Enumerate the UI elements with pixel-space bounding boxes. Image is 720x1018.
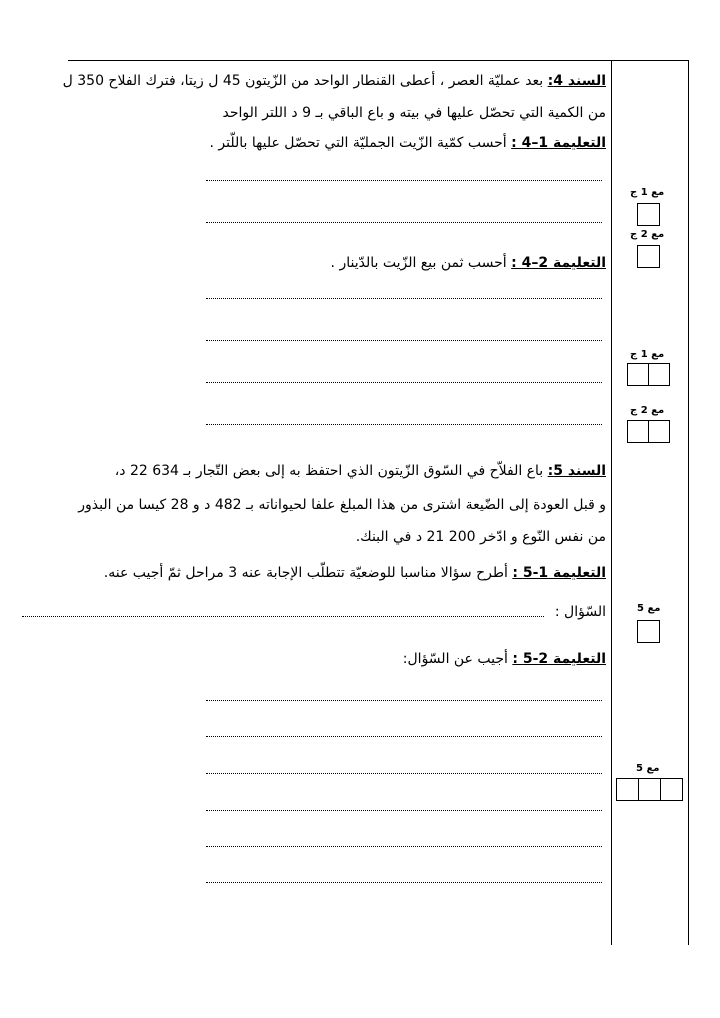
sanad5-text1: باع الفلاّح في السّوق الزّيتون الذي احتفظ به إلى بعض التّجار بـ 634 22 د، xyxy=(114,463,544,479)
task-5-1-label: التعليمة 1-5 : xyxy=(512,565,606,581)
task-4-2 xyxy=(331,254,606,272)
answer-line[interactable] xyxy=(206,372,602,383)
answer-line[interactable] xyxy=(206,288,602,299)
sanad4-text1: بعد عمليّة العصر ، أعطى القنطار الواحد من الزّيتون 45 ل زيتا، فترك الفلاح 350 ل xyxy=(62,73,544,89)
answer-line[interactable] xyxy=(206,690,602,701)
answer-line[interactable] xyxy=(206,414,602,425)
grade-box-pair[interactable] xyxy=(628,363,670,386)
criterion-label-m5: مع 5 xyxy=(637,603,661,614)
answer-line[interactable] xyxy=(206,763,602,774)
grade-cell[interactable] xyxy=(616,778,639,801)
answer-line[interactable] xyxy=(206,872,602,883)
answer-line[interactable] xyxy=(206,170,602,181)
criterion-label-c1: مع 1 ج xyxy=(630,349,665,360)
sanad5-line2: و قبل العودة إلى الضّيعة اشترى من هذا المبلغ علفا لحيواناته بـ 482 د و 28 كيسا من البذور xyxy=(78,497,606,513)
task-5-2-label: التعليمة 2-5 : xyxy=(512,651,606,667)
task-5-2 xyxy=(403,650,606,668)
criterion-label-c1: مع 1 ج xyxy=(630,187,665,198)
sanad4-heading: السند 4: xyxy=(547,73,606,89)
frame-right-border xyxy=(688,60,689,945)
task-4-1-text: أحسب كمّية الزّيت الجمليّة التي تحصّل عليها باللّتر . xyxy=(209,135,507,151)
answer-line[interactable] xyxy=(206,726,602,737)
margin-divider-line xyxy=(611,60,612,945)
criterion-label-c2: مع 2 ج xyxy=(630,229,665,240)
grade-box-pair[interactable] xyxy=(628,420,670,443)
task-4-1-label: التعليمة 1–4 : xyxy=(511,135,606,151)
grade-box[interactable] xyxy=(637,620,660,643)
sanad4-line2: من الكمية التي تحصّل عليها في بيته و باع الباقي بـ 9 د اللتر الواحد xyxy=(222,105,606,121)
grade-cell[interactable] xyxy=(648,420,670,443)
grade-box[interactable] xyxy=(637,203,660,226)
criterion-label-m5: مع 5 xyxy=(636,763,660,774)
task-5-2-text: أجيب عن السّؤال: xyxy=(402,651,508,667)
task-5-1 xyxy=(104,564,606,582)
sanad5-line1 xyxy=(115,462,606,480)
grade-cell[interactable] xyxy=(648,363,670,386)
grade-cell[interactable] xyxy=(660,778,683,801)
answer-line[interactable] xyxy=(206,212,602,223)
question-answer-line[interactable] xyxy=(22,606,544,617)
sanad5-heading: السند 5: xyxy=(547,463,606,479)
task-4-2-text: أحسب ثمن بيع الزّيت بالدّينار . xyxy=(330,255,507,271)
grade-box-triple[interactable] xyxy=(617,778,683,801)
task-4-2-label: التعليمة 2–4 : xyxy=(511,255,606,271)
task-4-1 xyxy=(210,134,606,152)
grade-box[interactable] xyxy=(637,245,660,268)
grade-cell[interactable] xyxy=(627,420,649,443)
grade-cell[interactable] xyxy=(627,363,649,386)
answer-line[interactable] xyxy=(206,330,602,341)
sanad4-line1 xyxy=(63,72,606,90)
task-5-1-text: أطرح سؤالا مناسبا للوضعيّة تتطلّب الإجابة عنه 3 مراحل ثمّ أجيب عنه. xyxy=(103,565,508,581)
grade-cell[interactable] xyxy=(638,778,661,801)
frame-top-border xyxy=(68,60,688,61)
criterion-label-c2: مع 2 ج xyxy=(630,405,665,416)
sanad5-line3: من نفس النّوع و ادّخر 200 21 د في البنك. xyxy=(355,529,606,545)
answer-line[interactable] xyxy=(206,800,602,811)
question-label: السّؤال : xyxy=(554,604,606,620)
answer-line[interactable] xyxy=(206,836,602,847)
